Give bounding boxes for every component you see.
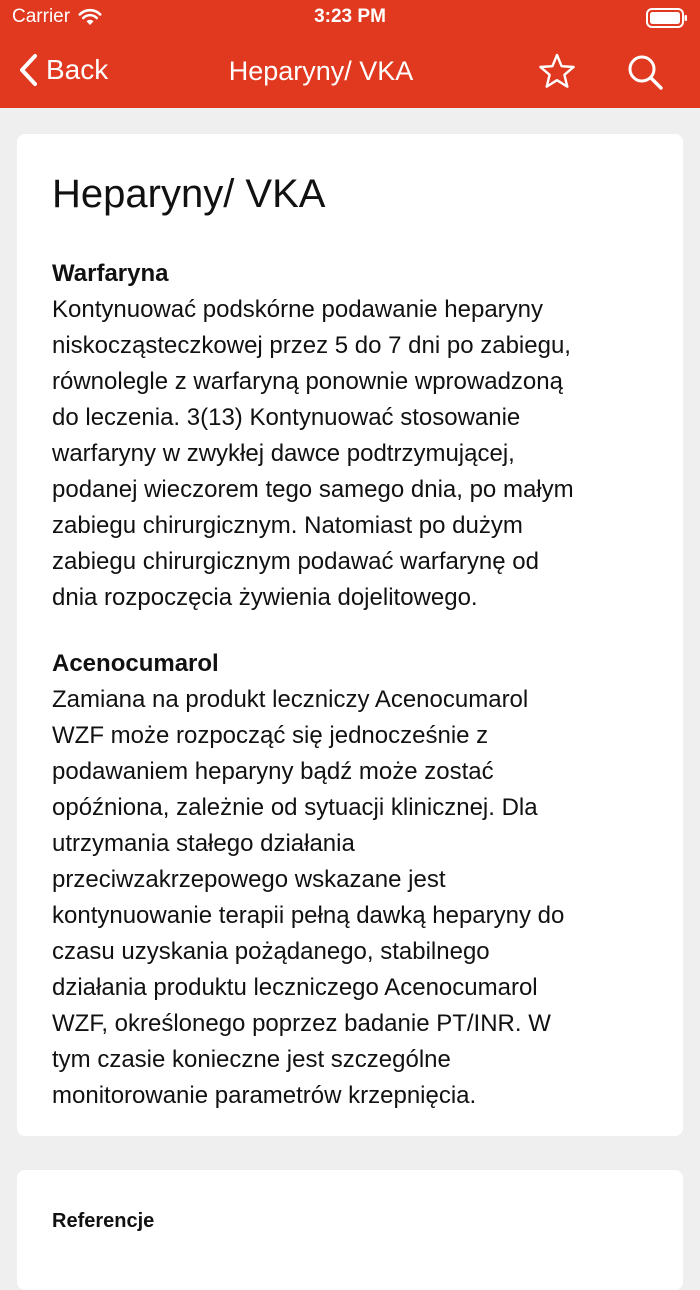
star-icon bbox=[538, 53, 576, 89]
section-heading: Acenocumarol bbox=[52, 650, 219, 677]
references-card bbox=[17, 1170, 683, 1290]
references-heading: Referencje bbox=[52, 1210, 155, 1232]
carrier-label: Carrier bbox=[12, 6, 71, 27]
page-title: Heparyny/ VKA bbox=[52, 172, 326, 216]
section-heading: Warfaryna bbox=[52, 260, 169, 287]
status-time: 3:23 PM bbox=[314, 6, 386, 27]
back-label: Back bbox=[46, 54, 109, 85]
section-acenocumarol bbox=[52, 646, 662, 1114]
app-header bbox=[0, 0, 700, 108]
section-body: Zamiana na produkt leczniczy Acenocumarol WZF może rozpocząć się jednocześnie z podawaniem heparyny bądź może zostać opóźniona, zależnie od sytuacji klinicznej. Dla utrzymania stałego działania przeciwzakrzepowego wskazane jest kontynuowanie terapii pełną dawką heparyny do czasu uzyskania pożądanego, stabilnego działania produktu leczniczego Acenocumarol WZF, określonego poprzez badanie PT/INR. W tym czasie konieczne jest szczególne monitorowanie parametrów krzepnięcia. bbox=[52, 686, 565, 1109]
status-bar bbox=[0, 0, 700, 36]
navigation-bar bbox=[0, 36, 700, 108]
section-body: Kontynuować podskórne podawanie heparyny niskocząsteczkowej przez 5 do 7 dni po zabiegu, równolegle z warfaryną ponownie wprowadzoną do leczenia. 3(13) Kontynuować stosowanie warfaryny w zwykłej dawce podtrzymującej, podanej wieczorem tego samego dnia, po małym zabiegu chirurgicznym. Natomiast po dużym zabiegu chirurgicznym podawać warfarynę od dnia rozpoczęcia żywienia dojelitowego. bbox=[52, 296, 574, 611]
battery-icon bbox=[646, 8, 688, 33]
search-button[interactable] bbox=[626, 53, 664, 96]
favorite-button[interactable] bbox=[538, 53, 576, 94]
content-card bbox=[17, 134, 683, 1136]
nav-title: Heparyny/ VKA bbox=[228, 56, 414, 86]
search-icon bbox=[626, 53, 664, 91]
section-warfaryna bbox=[52, 256, 662, 616]
